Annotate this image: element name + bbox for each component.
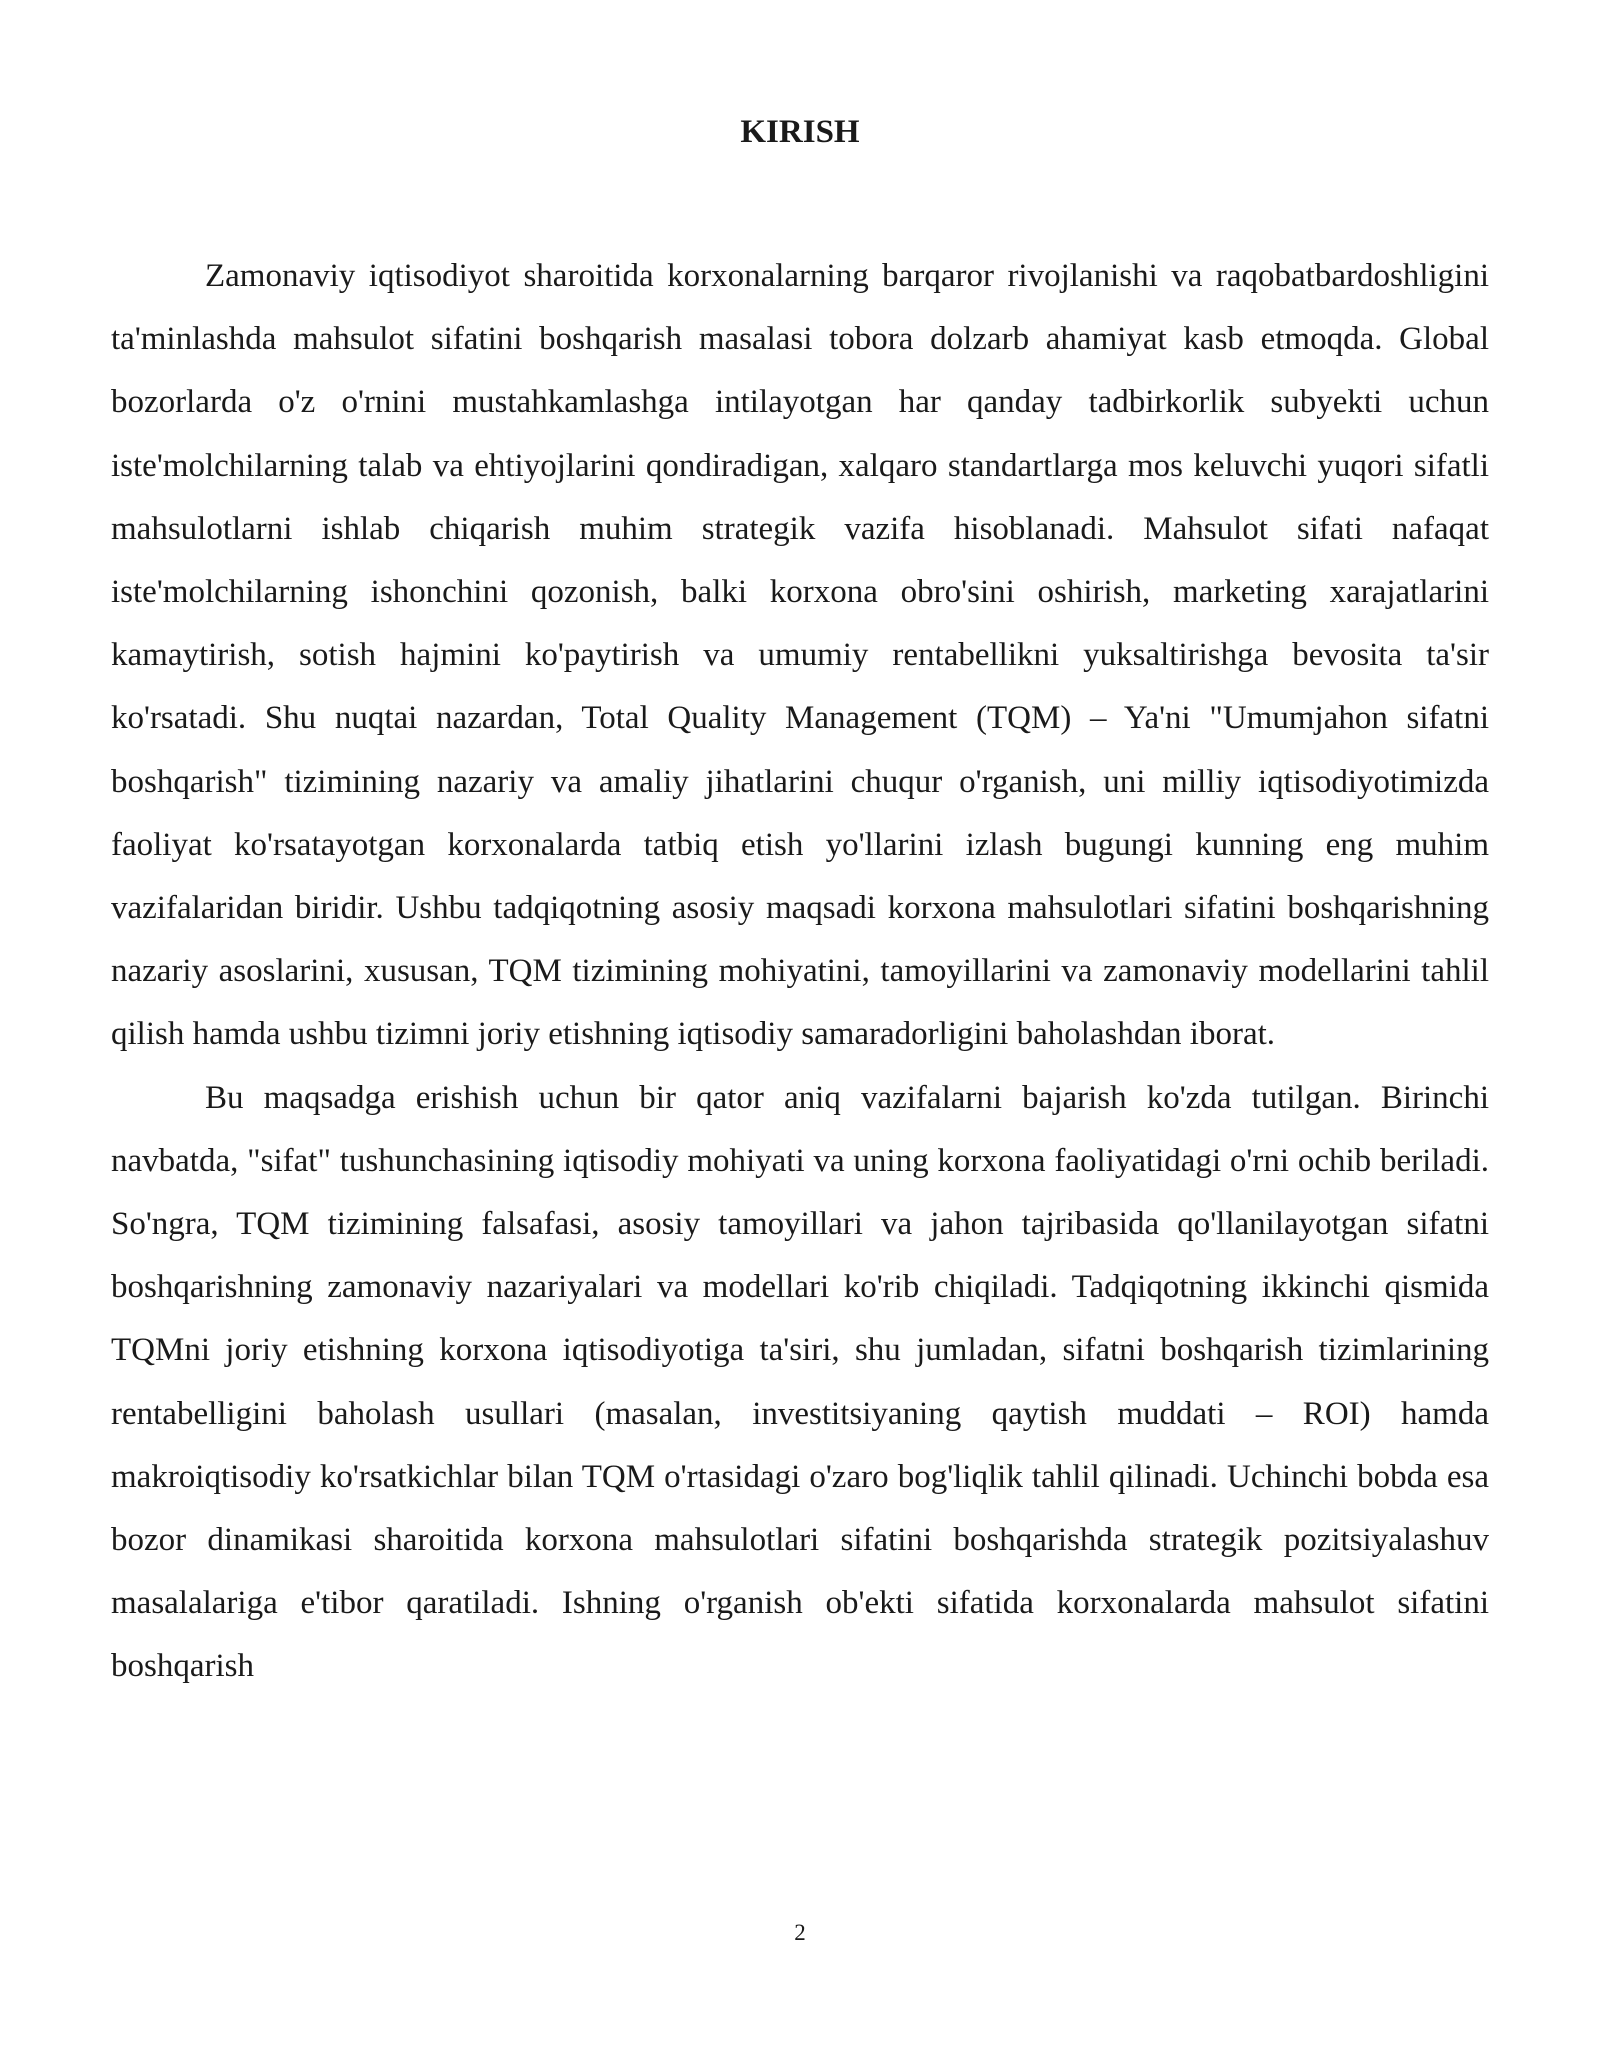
section-title: KIRISH [740, 114, 860, 150]
body-text [111, 245, 1489, 1699]
paragraph-1: Zamonaviy iqtisodiyot sharoitida korxonalarning barqaror rivojlanishi va raqobatbardoshligini ta'minlashda mahsulot sifatini boshqarish masalasi tobora dolzarb ahamiyat kasb etmoqda. Global bozorlarda o'z o'rnini mustahkamlashga intilayotgan har qanday tadbirkorlik subyekti uchun iste'molchilarning talab va ehtiyojlarini qondiradigan, xalqaro standartlarga mos keluvchi yuqori sifatli mahsulotlarni ishlab chiqarish muhim strategik vazifa hisoblanadi. Mahsulot sifati nafaqat iste'molchilarning ishonchini qozonish, balki korxona obro'sini oshirish, marketing xarajatlarini kamaytirish, sotish hajmini ko'paytirish va umumiy rentabellikni yuksaltirishga bevosita ta'sir ko'rsatadi. Shu nuqtai nazardan, Total Quality Management (TQM) – Ya'ni "Umumjahon sifatni boshqarish" tizimining nazariy va amaliy jihatlarini chuqur o'rganish, uni milliy iqtisodiyotimizda faoliyat ko'rsatayotgan korxonalarda tatbiq etish yo'llarini izlash bugungi kunning eng muhim vazifalaridan biridir. Ushbu tadqiqotning asosiy maqsadi korxona mahsulotlari sifatini boshqarishning nazariy asoslarini, xususan, TQM tizimining mohiyatini, tamoyillarini va zamonaviy modellarini tahlil qilish hamda ushbu tizimni joriy etishning iqtisodiy samaradorligini baholashdan iborat. [111, 258, 1489, 1053]
paragraph-2: Bu maqsadga erishish uchun bir qator aniq vazifalarni bajarish ko'zda tutilgan. Birinchi navbatda, "sifat" tushunchasining iqtisodiy mohiyati va uning korxona faoliyatidagi o'rni ochib beriladi. So'ngra, TQM tizimining falsafasi, asosiy tamoyillari va jahon tajribasida qo'llanilayotgan sifatni boshqarishning zamonaviy nazariyalari va modellari ko'rib chiqiladi. Tadqiqotning ikkinchi qismida TQMni joriy etishning korxona iqtisodiyotiga ta'siri, shu jumladan, sifatni boshqarish tizimlarining rentabelligini baholash usullari (masalan, investitsiyaning qaytish muddati – ROI) hamda makroiqtisodiy ko'rsatkichlar bilan TQM o'rtasidagi o'zaro bog'liqlik tahlil qilinadi. Uchinchi bobda esa bozor dinamikasi sharoitida korxona mahsulotlari sifatini boshqarishda strategik pozitsiyalashuv masalalariga e'tibor qaratiladi. Ishning o'rganish ob'ekti sifatida korxonalarda mahsulot sifatini boshqarish [111, 1079, 1489, 1685]
page-number: 2 [794, 1920, 806, 1945]
